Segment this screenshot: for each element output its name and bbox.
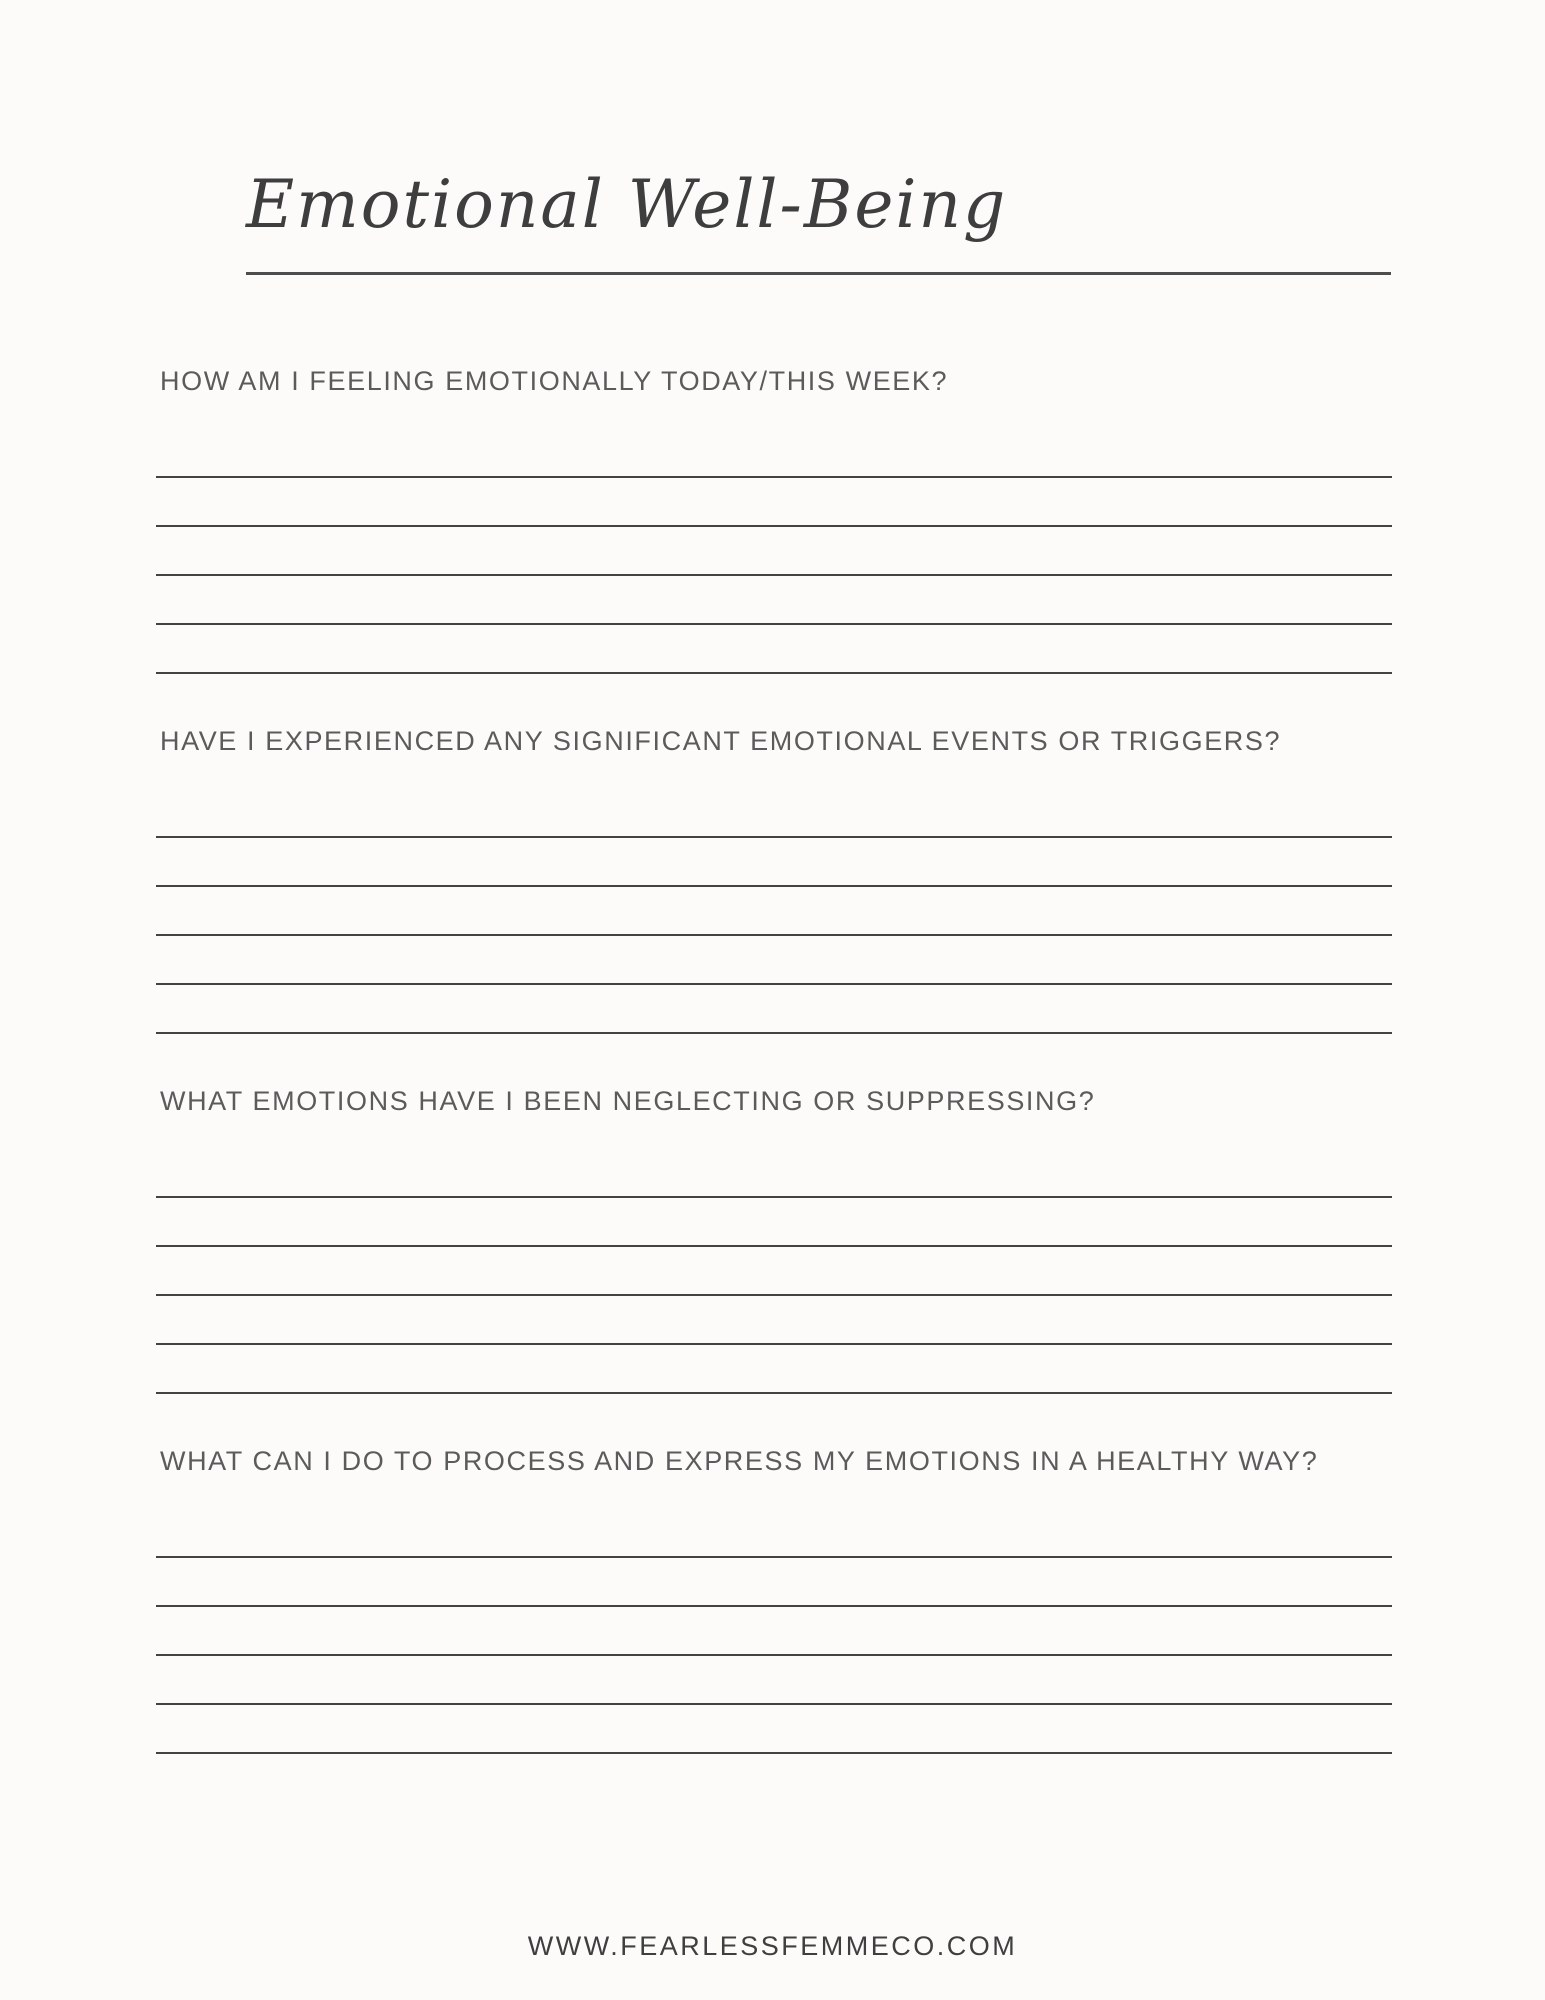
question-section — [156, 1085, 1392, 1394]
questions-area — [0, 365, 1392, 1754]
answer-line — [156, 1558, 1392, 1607]
answer-line — [156, 527, 1392, 576]
answer-line — [156, 1247, 1392, 1296]
question-label: HAVE I EXPERIENCED ANY SIGNIFICANT EMOTIONAL EVENTS OR TRIGGERS? — [160, 726, 1282, 756]
answer-lines-group — [156, 789, 1392, 1034]
answer-line — [156, 887, 1392, 936]
answer-line — [156, 1705, 1392, 1754]
question-section — [156, 725, 1392, 1034]
answer-line — [156, 625, 1392, 674]
answer-lines-group — [156, 1149, 1392, 1394]
answer-lines-group — [156, 1509, 1392, 1754]
answer-line — [156, 1149, 1392, 1198]
question-label: WHAT EMOTIONS HAVE I BEEN NEGLECTING OR SUPPRESSING? — [160, 1086, 1096, 1116]
question-label: HOW AM I FEELING EMOTIONALLY TODAY/THIS WEEK? — [160, 366, 949, 396]
answer-line — [156, 1345, 1392, 1394]
answer-line — [156, 429, 1392, 478]
page-footer — [0, 1930, 1545, 1962]
answer-line — [156, 1656, 1392, 1705]
answer-line — [156, 478, 1392, 527]
footer-website-url: WWW.FEARLESSFEMMECO.COM — [527, 1931, 1018, 1961]
answer-line — [156, 1509, 1392, 1558]
page-header — [0, 0, 1545, 275]
title-divider — [246, 272, 1391, 275]
answer-line — [156, 936, 1392, 985]
answer-line — [156, 1296, 1392, 1345]
page-title: Emotional Well-Being — [246, 166, 1008, 243]
question-label: WHAT CAN I DO TO PROCESS AND EXPRESS MY EMOTIONS IN A HEALTHY WAY? — [160, 1446, 1319, 1476]
answer-line — [156, 838, 1392, 887]
answer-line — [156, 576, 1392, 625]
answer-line — [156, 1198, 1392, 1247]
question-section — [156, 1445, 1392, 1754]
answer-lines-group — [156, 429, 1392, 674]
answer-line — [156, 1607, 1392, 1656]
answer-line — [156, 789, 1392, 838]
question-section — [156, 365, 1392, 674]
answer-line — [156, 985, 1392, 1034]
